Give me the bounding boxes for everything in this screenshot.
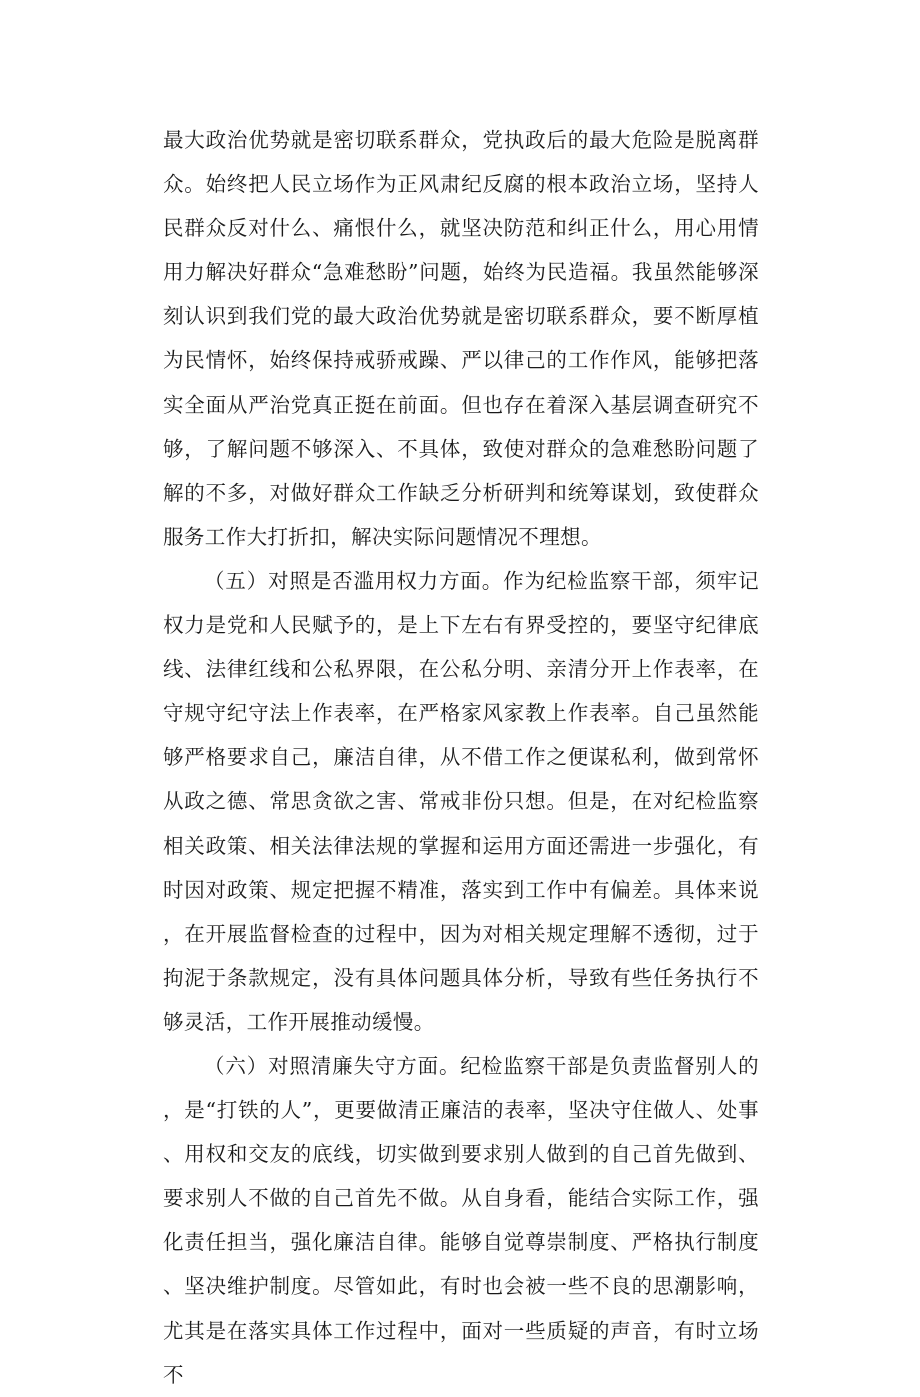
paragraph-section-five: （五）对照是否滥用权力方面。作为纪检监察干部，须牢记权力是党和人民赋予的，是上下左右有界受控的，要坚守纪律底线、法律红线和公私界限，在公私分明、亲清分开上作表率，在守规守纪守法上作表率，在严格家风家教上作表率。自己虽然能够严格要求自己，廉洁自律，从不借工作之便谋私利，做到常怀从政之德、常思贪欲之害、常戒非份只想。但是，在对纪检监察相关政策、相关法律法规的掌握和运用方面还需进一步强化，有时因对政策、规定把握不精准，落实到工作中有偏差。具体来说，在开展监督检查的过程中，因为对相关规定理解不透彻，过于拘泥于条款规定，没有具体问题具体分析，导致有些任务执行不够灵活，工作开展推动缓慢。 — [163, 568, 759, 1034]
paragraph-section-six: （六）对照清廉失守方面。纪检监察干部是负责监督别人的，是“打铁的人”，更要做清正廉洁的表率，坚决守住做人、处事、用权和交友的底线，切实做到要求别人做到的自己首先做到、要求别人不做的自己首先不做。从自身看，能结合实际工作，强化责任担当，强化廉洁自律。能够自觉尊崇制度、严格执行制度、坚决维护制度。尽管如此，有时也会被一些不良的思潮影响，尤其是在落实具体工作过程中，面对一些质疑的声音，有时立场不 — [163, 1053, 759, 1387]
paragraph-continuation: 最大政治优势就是密切联系群众，党执政后的最大危险是脱离群众。始终把人民立场作为正风肃纪反腐的根本政治立场，坚持人民群众反对什么、痛恨什么，就坚决防范和纠正什么，用心用情用力解决好群众“急难愁盼”问题，始终为民造福。我虽然能够深刻认识到我们党的最大政治优势就是密切联系群众，要不断厚植为民情怀，始终保持戒骄戒躁、严以律己的工作作风，能够把落实全面从严治党真正挺在前面。但也存在着深入基层调查研究不够，了解问题不够深入、不具体，致使对群众的急难愁盼问题了解的不多，对做好群众工作缺乏分析研判和统筹谋划，致使群众服务工作大打折扣，解决实际问题情况不理想。 — [163, 128, 759, 549]
document-body — [163, 118, 759, 1397]
